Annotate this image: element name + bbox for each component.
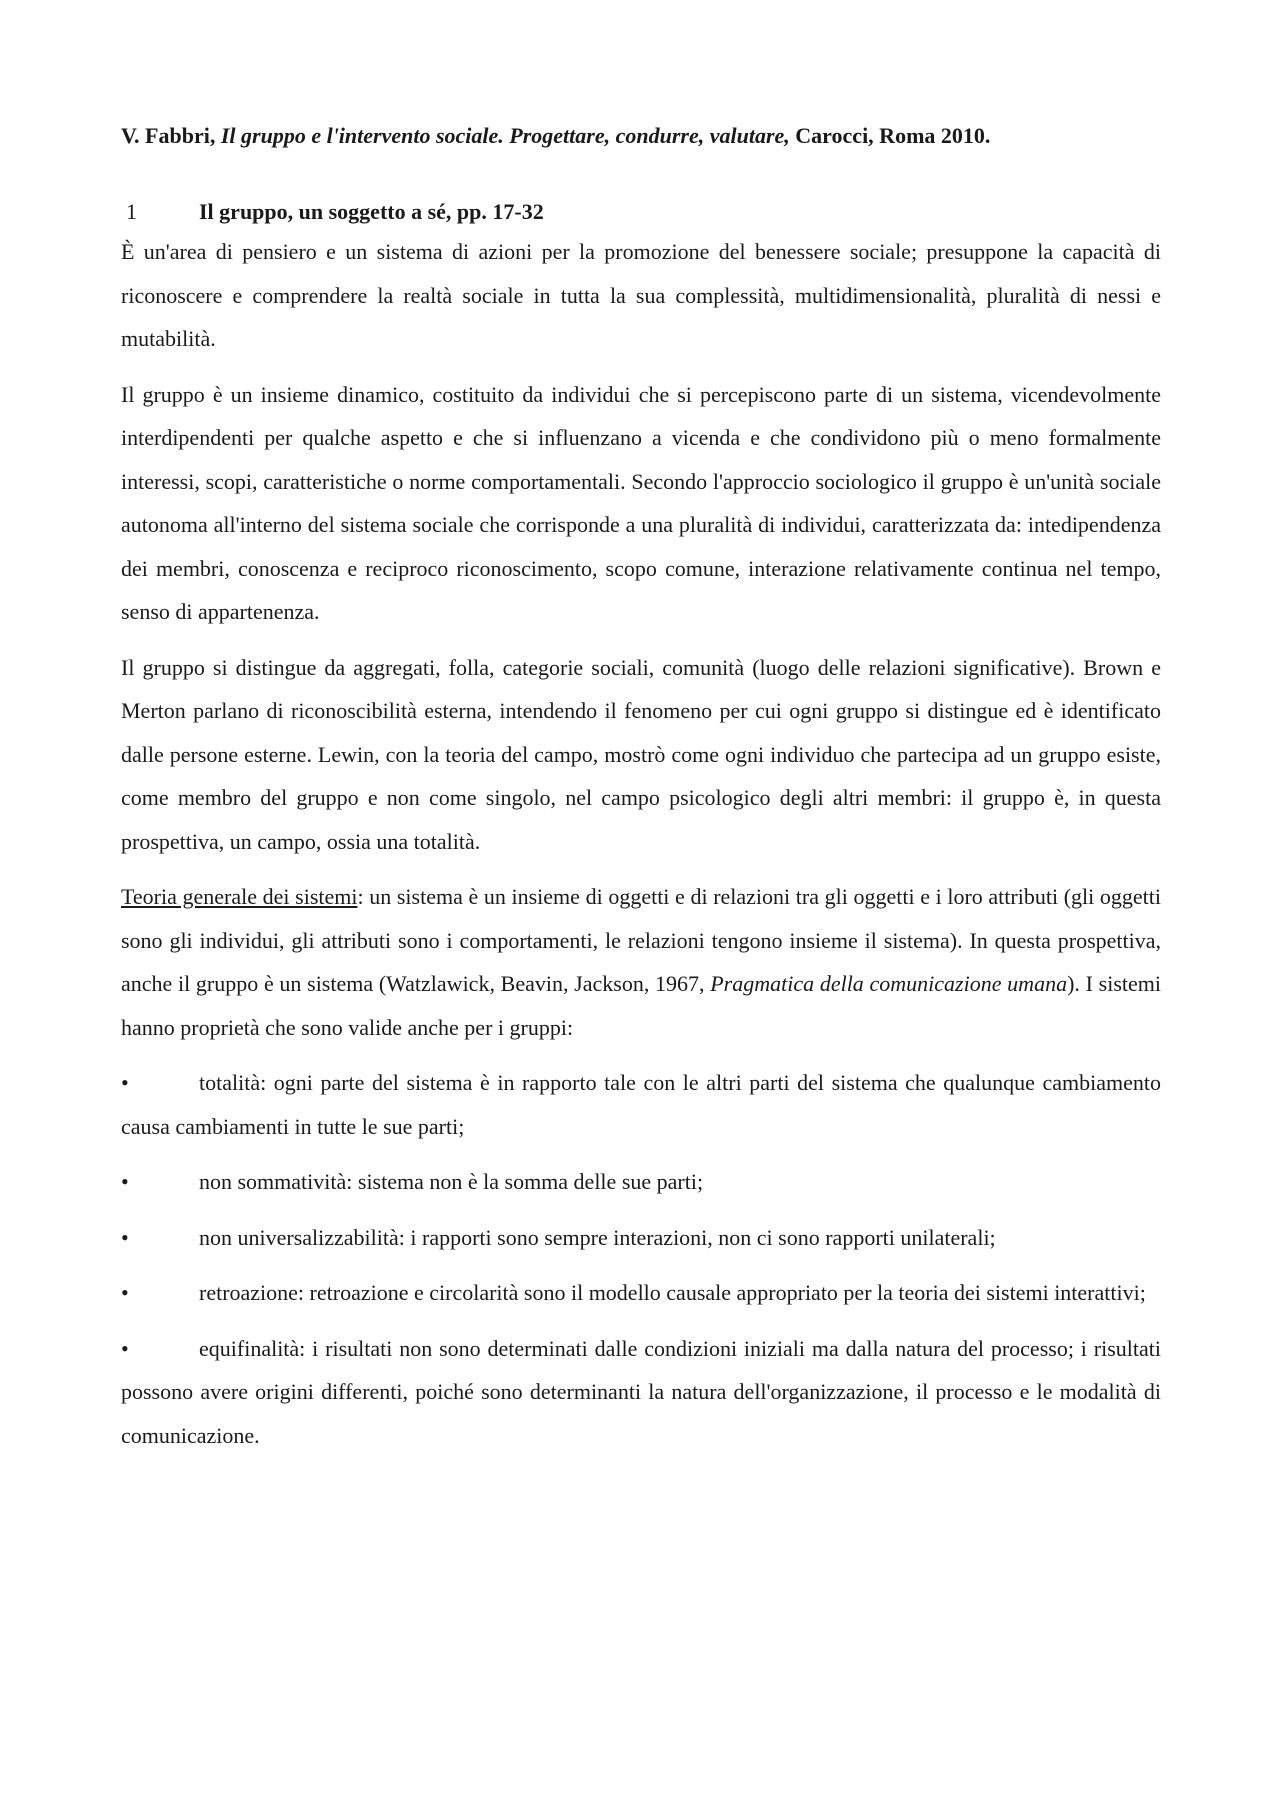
list-item-text: non universalizzabilità: i rapporti sono sempre interazioni, non ci sono rapporti unilaterali; (199, 1224, 996, 1250)
citation-publisher: Carocci, Roma 2010. (795, 123, 991, 148)
bullet-icon: • (121, 1335, 129, 1361)
paragraph-3: Il gruppo si distingue da aggregati, folla, categorie sociali, comunità (luogo delle relazioni significative). Brown e Merton parlano di riconoscibilità esterna, intendendo il fenomeno per cui ogni gruppo si distingue ed è identificato dalle persone esterne. Lewin, con la teoria del campo, mostrò come ogni individuo che partecipa ad un gruppo esiste, come membro del gruppo e non come singolo, nel campo psicologico degli altri membri: il gruppo è, in questa prospettiva, un campo, ossia una totalità. (121, 654, 1161, 854)
list-item (121, 1061, 1161, 1148)
paragraph-1: È un'area di pensiero e un sistema di azioni per la promozione del benessere sociale; presuppone la capacità di riconoscere e comprendere la realtà sociale in tutta la sua complessità, multidimensionalità, pluralità di nessi e mutabilità. (121, 239, 1161, 351)
list-item (121, 1160, 1161, 1204)
bullet-icon: • (121, 1169, 129, 1194)
list-item (121, 1216, 1161, 1260)
list-item-text: non sommatività: sistema non è la somma delle sue parti; (199, 1169, 704, 1194)
list-item (121, 1271, 1161, 1315)
bullet-icon: • (121, 1280, 129, 1305)
bibliographic-citation (121, 118, 1161, 154)
bullet-icon: • (121, 1224, 129, 1250)
section-heading (121, 194, 1161, 230)
paragraph-2: Il gruppo è un insieme dinamico, costituito da individui che si percepiscono parte di un sistema, vicendevolmente interdipendenti per qualche aspetto e che si influenzano a vicenda e che condividono più o meno formalmente interessi, scopi, caratteristiche o norme comportamentali. Secondo l'approccio sociologico il gruppo è un'unità sociale autonoma all'interno del sistema sociale che corrisponde a una pluralità di individui, caratterizzata da: intedipendenza dei membri, conoscenza e reciproco riconoscimento, scopo comune, interazione relativamente continua nel tempo, senso di appartenenza. (121, 381, 1161, 624)
list-item-text: totalità: ogni parte del sistema è in rapporto tale con le altri parti del sistema che qualunque cambiamento causa cambiamenti in tutte le sue parti; (121, 1070, 1161, 1139)
section-title: Il gruppo, un soggetto a sé, pp. 17-32 (199, 199, 544, 224)
properties-list (121, 1061, 1161, 1457)
paragraph-4-part-2: ). I sistemi hanno proprietà che sono valide anche per i gruppi: (121, 971, 1161, 1040)
list-item-text: equifinalità: i risultati non sono determinati dalle condizioni iniziali ma dalla natura del processo; i risultati possono avere origini differenti, poiché sono determinanti la natura dell'organizzazione, il processo e le modalità di comunicazione. (121, 1335, 1161, 1448)
book-title-italic: Pragmatica della comunicazione umana (710, 971, 1068, 996)
citation-title: Il gruppo e l'intervento sociale. Progettare, condurre, valutare, (220, 123, 790, 148)
bullet-icon: • (121, 1070, 129, 1095)
citation-author: V. Fabbri, (121, 123, 216, 148)
list-item (121, 1327, 1161, 1458)
paragraph-4 (121, 875, 1161, 1049)
document-page (121, 118, 1161, 1469)
section-number: 1 (126, 199, 137, 224)
list-item-text: retroazione: retroazione e circolarità sono il modello causale appropriato per la teoria dei sistemi interattivi; (199, 1280, 1146, 1305)
systems-theory-term: Teoria generale dei sistemi (121, 884, 358, 909)
paragraph-4-part-1: : un sistema è un insieme di oggetti e di relazioni tra gli oggetti e i loro attributi (gli oggetti sono gli individui, gli attributi sono i comportamenti, le relazioni tengono insieme il sistema). In questa prospettiva, anche il gruppo è un sistema (Watzlawick, Beavin, Jackson, 1967, (121, 884, 1161, 996)
